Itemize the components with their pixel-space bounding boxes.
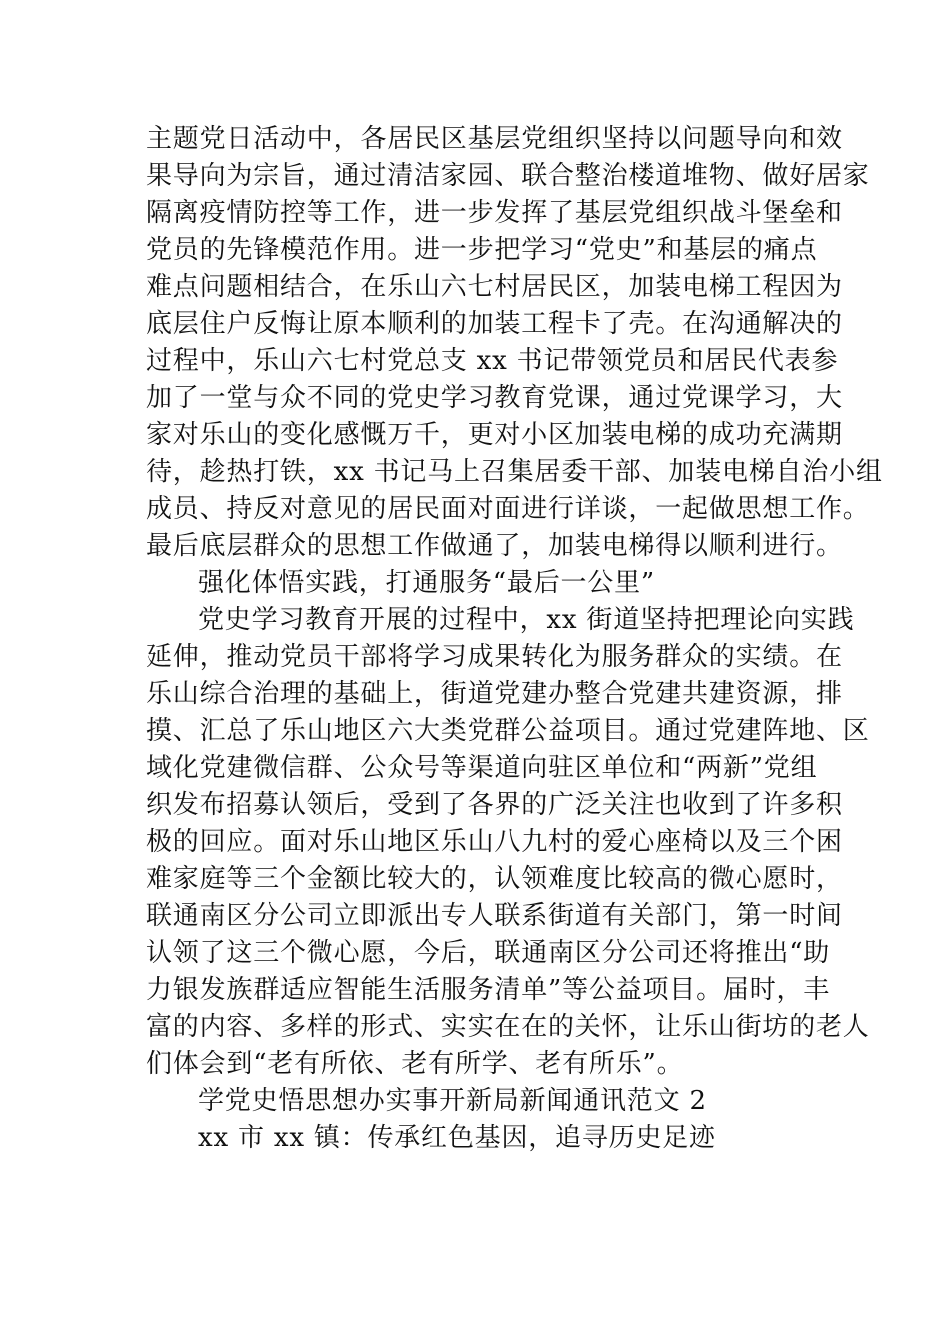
- text-line: 加了一堂与众不同的党史学习教育党课，通过党课学习，大: [146, 383, 843, 413]
- text-line: 认领了这三个微心愿，今后，联通南区分公司还将推出“助: [146, 938, 831, 968]
- article-title: 学党史悟思想办实事开新局新闻通讯范文 2: [198, 1086, 707, 1116]
- text-line: 极的回应。面对乐山地区乐山八九村的爱心座椅以及三个困: [146, 827, 843, 857]
- text-line: 党史学习教育开展的过程中，xx 街道坚持把理论向实践: [198, 605, 855, 635]
- text-line: 家对乐山的变化感慨万千，更对小区加装电梯的成功充满期: [146, 420, 843, 450]
- text-line: 乐山综合治理的基础上，街道党建办整合党建共建资源，排: [146, 679, 843, 709]
- text-line: 主题党日活动中，各居民区基层党组织坚持以问题导向和效: [146, 124, 843, 154]
- text-line: 最后底层群众的思想工作做通了，加装电梯得以顺利进行。: [146, 531, 843, 561]
- text-line: 力银发族群适应智能生活服务清单”等公益项目。届时，丰: [146, 975, 831, 1005]
- text-line: 摸、汇总了乐山地区六大类党群公益项目。通过党建阵地、区: [146, 716, 870, 746]
- text-line: 域化党建微信群、公众号等渠道向驻区单位和“两新”党组: [146, 753, 818, 783]
- text-line: 果导向为宗旨，通过清洁家园、联合整治楼道堆物、做好居家: [146, 161, 870, 191]
- article-subtitle: xx 市 xx 镇：传承红色基因，追寻历史足迹: [198, 1123, 716, 1153]
- body-text: [146, 121, 883, 1157]
- text-line: 织发布招募认领后，受到了各界的广泛关注也收到了许多积: [146, 790, 843, 820]
- text-line: 底层住户反悔让原本顺利的加装工程卡了壳。在沟通解决的: [146, 309, 843, 339]
- text-line: 富的内容、多样的形式、实实在在的关怀，让乐山街坊的老人: [146, 1012, 870, 1042]
- text-line: 难点问题相结合，在乐山六七村居民区，加装电梯工程因为: [146, 272, 843, 302]
- text-line: 待，趁热打铁，xx 书记马上召集居委干部、加装电梯自治小组: [146, 457, 883, 487]
- text-line: 联通南区分公司立即派出专人联系街道有关部门，第一时间: [146, 901, 843, 931]
- text-line: 难家庭等三个金额比较大的，认领难度比较高的微心愿时，: [146, 864, 843, 894]
- text-line: 党员的先锋模范作用。进一步把学习“党史”和基层的痛点: [146, 235, 818, 265]
- text-line: 延伸，推动党员干部将学习成果转化为服务群众的实绩。在: [146, 642, 843, 672]
- section-heading: 强化体悟实践，打通服务“最后一公里”: [198, 568, 655, 598]
- text-line: 成员、持反对意见的居民面对面进行详谈，一起做思想工作。: [146, 494, 870, 524]
- text-line: 隔离疫情防控等工作，进一步发挥了基层党组织战斗堡垒和: [146, 198, 843, 228]
- text-line: 们体会到“老有所依、老有所学、老有所乐”。: [146, 1049, 684, 1079]
- text-line: 过程中，乐山六七村党总支 xx 书记带领党员和居民代表参: [146, 346, 839, 376]
